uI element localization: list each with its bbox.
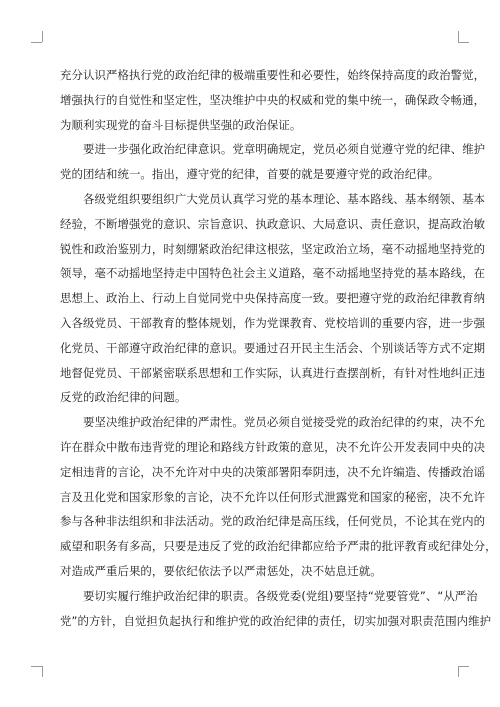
- paragraph-p3: [60, 187, 486, 410]
- paragraph-line: 锐性和政治鉴别力，时刻绷紧政治纪律这根弦，坚定政治立场，毫不动摇地坚持党的: [60, 241, 486, 256]
- paragraph-line: 增强执行的自觉性和坚定性，坚决维护中央的权威和党的集中统一，确保政令畅通，: [60, 92, 486, 107]
- crop-mark-bottom-right-h: [458, 666, 469, 667]
- paragraph-line: 参与各种非法组织和非法活动。党的政治纪律是高压线，任何党员，不论其在党内的: [60, 514, 486, 529]
- paragraph-line: 充分认识严格执行党的政治纪律的极端重要性和必要性，始终保持高度的政治警觉，: [60, 68, 486, 82]
- paragraph-line: 许在群众中散布违背党的理论和路线方针政策的意见，决不允许公开发表同中央的决: [60, 439, 486, 454]
- paragraph-line: 对造成严重后果的，要依纪依法予以严肃惩处，决不姑息迁就。: [60, 563, 382, 578]
- crop-mark-bottom-left-v: [42, 666, 43, 677]
- paragraph-line: 要进一步强化政治纪律意识。党章明确规定，党员必须自觉遵守党的纪律、维护: [83, 142, 486, 157]
- document-body: [60, 63, 497, 633]
- paragraph-line: 党”的方针，自觉担负起执行和维护党的政治纪律的责任，切实加强对职责范围内维护: [60, 613, 492, 628]
- paragraph-p2: [60, 137, 486, 187]
- paragraph-p5: [60, 584, 492, 634]
- paragraph-line: 化党员、干部遵守政治纪律的意识。要通过召开民主生活会、个别谈话等方式不定期: [60, 340, 486, 355]
- paragraph-line: 入各级党员、干部教育的整体规划，作为党课教育、党校培训的重要内容，进一步强: [60, 315, 486, 330]
- paragraph-line: 领导，毫不动摇地坚持走中国特色社会主义道路，毫不动摇地坚持党的基本路线，在: [60, 266, 486, 281]
- paragraph-p4: [60, 410, 497, 584]
- crop-mark-bottom-left-h: [31, 666, 42, 667]
- paragraph-line: 各级党组织要组织广大党员认真学习党的基本理论、基本路线、基本纲领、基本: [83, 191, 486, 206]
- crop-mark-top-left-h: [31, 42, 42, 43]
- paragraph-line: 为顺利实现党的奋斗目标提供坚强的政治保证。: [60, 117, 302, 132]
- paragraph-line: 地督促党员、干部紧密联系思想和工作实际，认真进行查摆剖析，有针对性地纠正违: [60, 365, 486, 380]
- paragraph-line: 反党的政治纪律的问题。: [60, 390, 187, 405]
- paragraph-line: 要切实履行维护政治纪律的职责。各级党委(党组)要坚持“党要管党”、“从严治: [83, 588, 478, 603]
- paragraph-line: 言及丑化党和国家形象的言论，决不允许以任何形式泄露党和国家的秘密，决不允许: [60, 489, 486, 504]
- crop-mark-top-right-h: [458, 42, 469, 43]
- crop-mark-top-left-v: [42, 31, 43, 42]
- paragraph-line: 要坚决维护政治纪律的严肃性。党员必须自觉接受党的政治纪律的约束，决不允: [83, 415, 486, 430]
- paragraph-line: 威望和职务有多高，只要是违反了党的政治纪律都应给予严肃的批评教育或纪律处分，: [60, 539, 497, 554]
- paragraph-line: 党的团结和统一。指出，遵守党的纪律，首要的就是要遵守党的政治纪律。: [60, 167, 440, 182]
- paragraph-line: 定相违背的言论，决不允许对中央的决策部署阳奉阴违，决不允许编造、传播政治谣: [60, 464, 486, 479]
- paragraph-line: 经验，不断增强党的意识、宗旨意识、执政意识、大局意识、责任意识，提高政治敏: [60, 216, 486, 231]
- paragraph-line: 思想上、政治上、行动上自觉同党中央保持高度一致。要把遵守党的政治纪律教育纳: [60, 291, 486, 306]
- paragraph-p1: [60, 63, 486, 137]
- crop-mark-bottom-right-v: [458, 666, 459, 677]
- crop-mark-top-right-v: [458, 31, 459, 42]
